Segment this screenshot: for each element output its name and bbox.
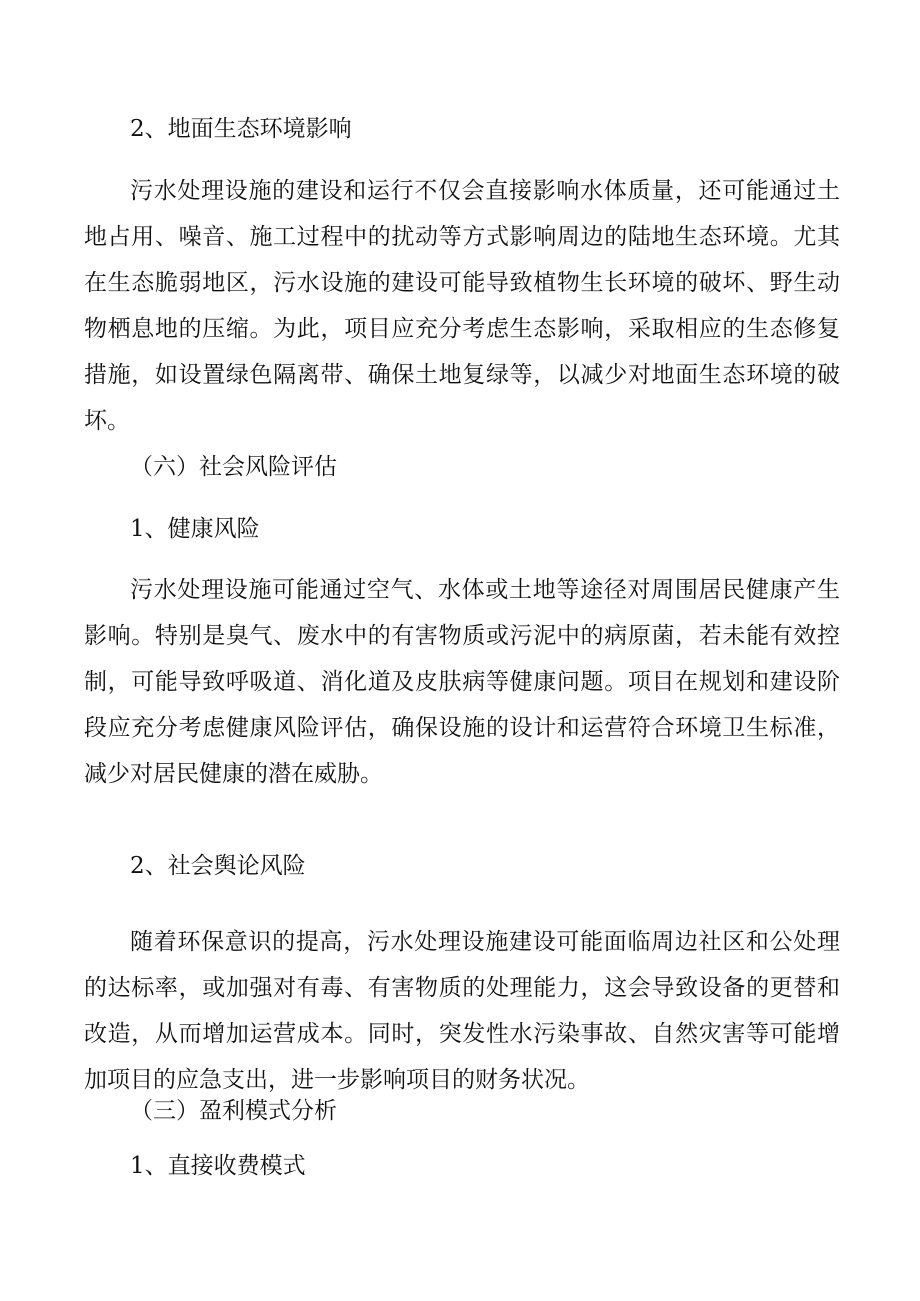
paragraph-health-risk: 污水处理设施可能通过空气、水体或土地等途径对周围居民健康产生影响。特别是臭气、废水中的有害物质或污泥中的病原菌，若未能有效控制，可能导致呼吸道、消化道及皮肤病等健康问题。项目在规划和建设阶段应充分考虑健康风险评估，确保设施的设计和运营符合环境卫生标准，减少对居民健康的潜在威胁。 bbox=[84, 577, 840, 787]
paragraph-ground-ecology: 污水处理设施的建设和运行不仅会直接影响水体质量，还可能通过土地占用、噪音、施工过程中的扰动等方式影响周边的陆地生态环境。尤其在生态脆弱地区，污水设施的建设可能导致植物生长环境的破坏、野生动物栖息地的压缩。为此，项目应充分考虑生态影响，采取相应的生态修复措施，如设置绿色隔离带、确保土地复绿等，以减少对地面生态环境的破坏。 bbox=[84, 178, 840, 434]
section-social-risk: （六）社会风险评估 bbox=[130, 454, 337, 480]
heading-health-risk: 1、健康风险 bbox=[130, 516, 260, 542]
paragraph-public-opinion-risk: 随着环保意识的提高，污水处理设施建设可能面临周边社区和公处理的达标率，或加强对有毒、有害物质的处理能力，这会导致设备的更替和改造，从而增加运营成本。同时，突发性水污染事故、自然灾害等可能增加项目的应急支出，进一步影响项目的财务状况。 bbox=[84, 929, 840, 1093]
section-profit-model: （三）盈利模式分析 bbox=[130, 1098, 337, 1124]
heading-public-opinion-risk: 2、社会舆论风险 bbox=[130, 853, 306, 879]
heading-direct-charge-model: 1、直接收费模式 bbox=[130, 1153, 306, 1179]
heading-ground-ecology: 2、地面生态环境影响 bbox=[130, 116, 352, 142]
